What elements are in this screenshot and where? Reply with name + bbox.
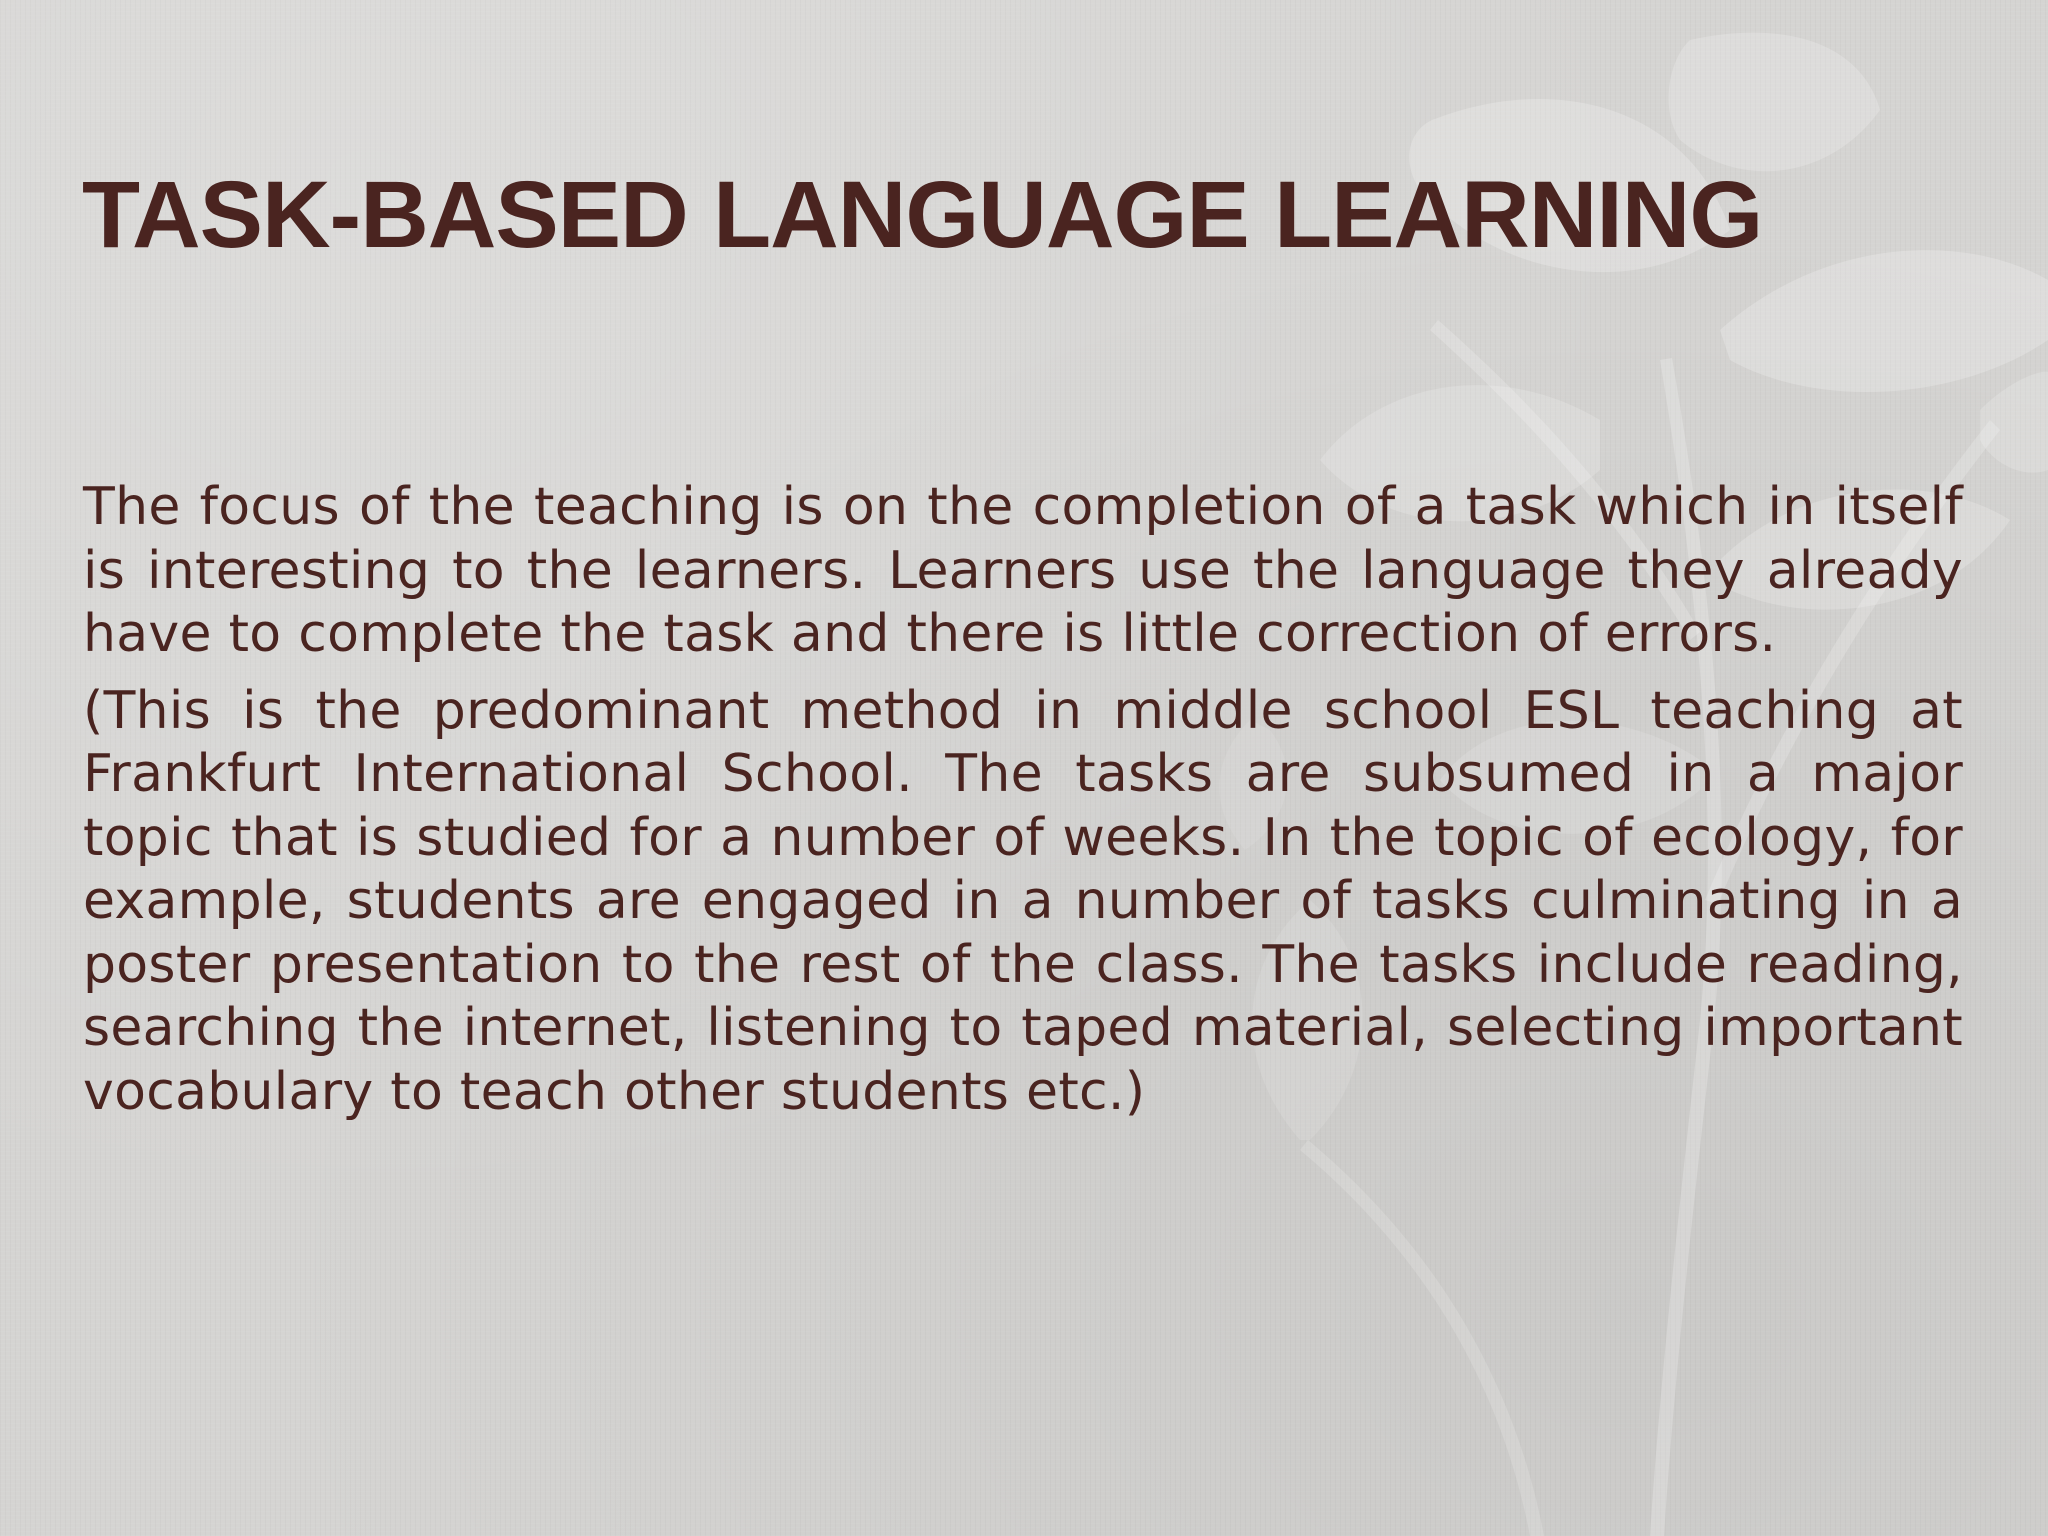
body-paragraph-2: (This is the predominant method in middle school ESL teaching at Frankfurt International School. The tasks are subsumed in a major topic that is studied for a number of weeks. In the topic of ecology, for example, students are engaged in a number of tasks culminating in a poster presentation to the rest of the class. The tasks include reading, searching the internet, listening to taped material, selecting important vocabulary to teach other students etc.)	[83, 680, 1963, 1122]
body-paragraph-1: The focus of the teaching is on the completion of a task which in itself is interesting to the learners. Learners use the language they already have to complete the task and there is little correction of errors.	[83, 477, 1963, 664]
slide-title: TASK-BASED LANGUAGE LEARNING	[82, 162, 1763, 268]
slide-body	[83, 476, 1963, 1124]
